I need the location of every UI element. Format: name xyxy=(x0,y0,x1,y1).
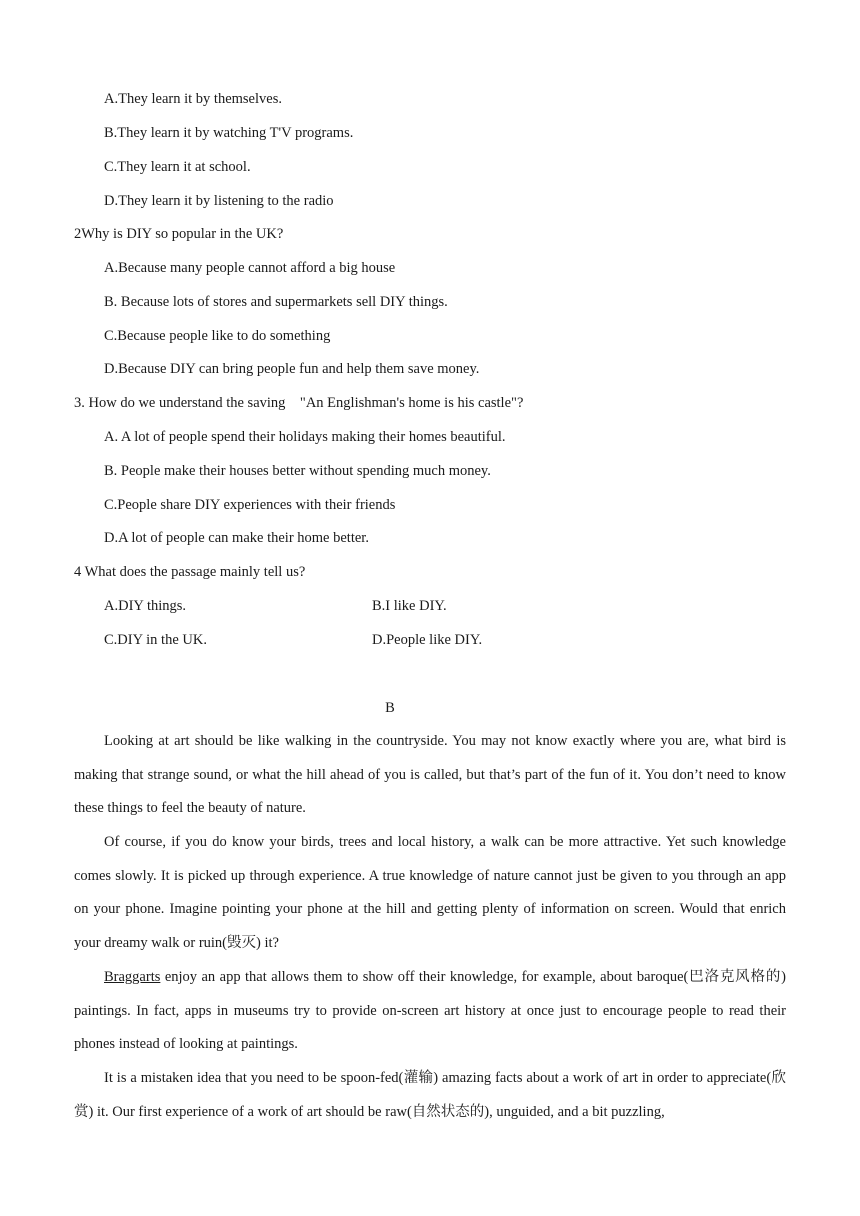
q4-option-a: A.DIY things. xyxy=(104,598,187,614)
q3-option-c: C.People share DIY experiences with their friends xyxy=(104,497,396,513)
passage-paragraph-2: Of course, if you do know your birds, trees and local history, a walk can be more attractive. Yet such knowledge comes slowly. It is picked up through experience. A true knowledge of nature cannot just be given to you through an app on your phone. Imagine pointing your phone at the hill and getting plenty of information on screen. Would that enrich your dreamy walk or ruin(毁灭) it? xyxy=(74,834,786,952)
q3-option-d: D.A lot of people can make their home better. xyxy=(104,530,369,546)
q2-question: 2Why is DIY so popular in the UK? xyxy=(74,226,284,242)
q1-option-d: D.They learn it by listening to the radio xyxy=(104,193,334,209)
passage-paragraph-4: It is a mistaken idea that you need to be spoon-fed(灌输) amazing facts about a work of art in order to appreciate(欣赏) it. Our first experience of a work of art should be raw(自然状态的), unguided, and a bit puzzling, xyxy=(74,1070,786,1120)
q4-question: 4 What does the passage mainly tell us? xyxy=(74,564,306,580)
underlined-word: Braggarts xyxy=(104,969,161,985)
q3-question: 3. How do we understand the saving "An Englishman's home is his castle"? xyxy=(74,395,524,411)
passage-paragraph-3 xyxy=(74,961,786,1062)
q2-option-a: A.Because many people cannot afford a big house xyxy=(104,260,396,276)
q1-option-c: C.They learn it at school. xyxy=(104,159,251,175)
passage-paragraph-1: Looking at art should be like walking in the countryside. You may not know exactly where you are, what bird is making that strange sound, or what the hill ahead of you is called, but that’s part of the fun of it. You don’t need to know these things to feel the beauty of nature. xyxy=(74,733,786,817)
q2-option-d: D.Because DIY can bring people fun and help them save money. xyxy=(104,361,480,377)
section-heading: B xyxy=(385,700,395,716)
q4-option-d: D.People like DIY. xyxy=(372,632,483,648)
q4-option-b: B.I like DIY. xyxy=(372,598,447,614)
q1-option-a: A.They learn it by themselves. xyxy=(104,91,282,107)
q4-option-c: C.DIY in the UK. xyxy=(104,632,207,648)
paragraph-3-text: enjoy an app that allows them to show off their knowledge, for example, about baroque(巴洛克风格的) paintings. In fact, apps in museums try to provide on-screen art history at once just to encourage people to read their phones instead of looking at paintings. xyxy=(74,969,786,1053)
q1-option-b: B.They learn it by watching T'V programs. xyxy=(104,125,354,141)
q3-option-a: A. A lot of people spend their holidays making their homes beautiful. xyxy=(104,429,506,445)
q3-option-b: B. People make their houses better without spending much money. xyxy=(104,463,491,479)
q2-option-c: C.Because people like to do something xyxy=(104,328,331,344)
q2-option-b: B. Because lots of stores and supermarkets sell DIY things. xyxy=(104,294,448,310)
